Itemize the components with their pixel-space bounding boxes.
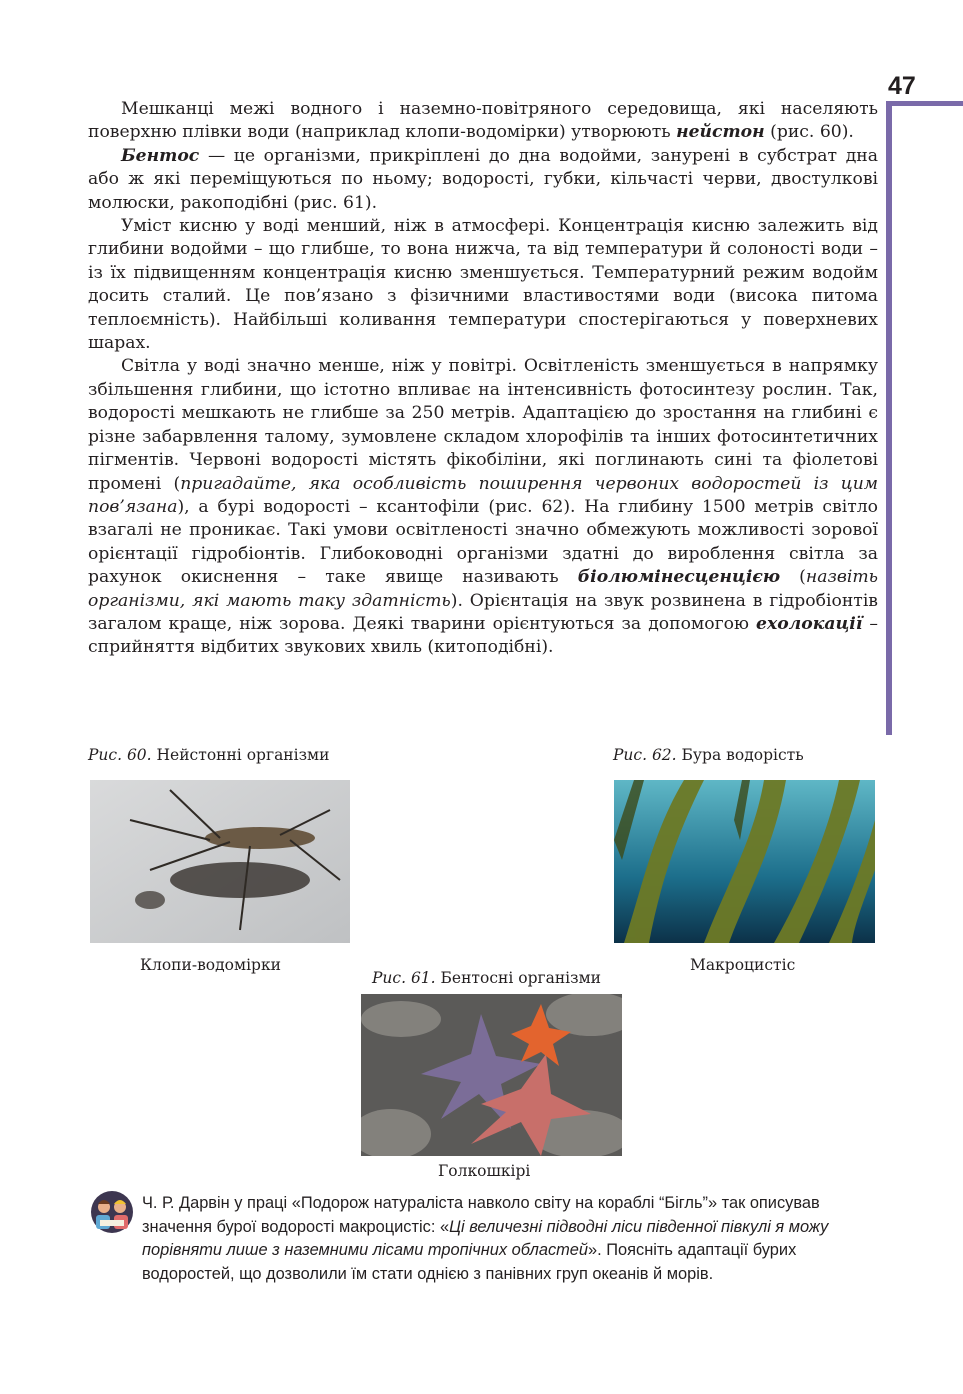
figure-61-caption [372, 969, 601, 987]
two-students-icon [88, 1190, 136, 1234]
question-organisms: назвіть організми, які мають таку здатність [88, 567, 878, 611]
figure-title: Бентосні організми [435, 969, 601, 987]
term-neuston: нейстон [676, 122, 765, 143]
text-span: Світла у воді значно менше, ніж у повітрі. Освітленість зменшується в напрямку збільшення глибини, що істотно впливає на інтенсивність фотосинтезу рослин. Так, водорості мешкають не глибше за 250 метрів. Адаптацією до зростання на глибині є різне забарвлення талому, зумовлене складом хлорофілів та інших фотосинтетичних пігментів. Червоні водорості містять фікобіліни, які поглинають сині та фіолетові промені ( [88, 356, 878, 494]
text-span: ). Орієнтація на звук розвинена в гідробіонтів загалом краще, ніж зорова. Деякі тварини орієнтуються за допомогою [88, 590, 878, 634]
figure-title: Бура водорість [676, 746, 804, 764]
text-span: Мешканці межі водного і наземно-повітряного середовища, які населяють поверхню плівки води (наприклад клопи-водомірки) утворюють [88, 99, 878, 143]
paragraph-oxygen: Уміст кисню у воді менший, ніж в атмосфері. Концентрація кисню залежить від глибини водойми – що глибше, то вона нижча, та від температури й солоності води – із їх підвищенням концентрація кисню зменшується. Температурний режим водойм досить сталий. Це пов’язано з фізичними властивостями води (висока питома теплоємність). Найбільші коливання температури спостерігаються у поверхневих шарах. [88, 216, 878, 354]
figure-title: Нейстонні організми [151, 746, 330, 764]
figure-number: Рис. 61. [372, 969, 436, 987]
text-span: Ч. Р. Дарвін у праці «Подорож натураліста навколо світу на кораблі “Бігль”» так описував значення бурої водорості макроцистіс: « [142, 1194, 820, 1236]
page-number: 47 [888, 72, 916, 100]
term-echolocation: ехолокації [756, 613, 863, 634]
text-span: ». Поясніть адаптації бурих водоростей, що дозволили їм стати однією з панівних груп океанів й морів. [142, 1241, 797, 1283]
paragraph-neuston [88, 98, 878, 145]
question-red-algae: пригадайте, яка особливість поширення червоних водоростей із цим пов’язана [88, 473, 879, 517]
figure-number: Рис. 62. [613, 746, 677, 764]
kelp-photo [614, 780, 875, 943]
water-strider-photo [90, 780, 350, 943]
text-span: — це організми, прикріплені до дна водойми, занурені в субстрат дна або ж які переміщуються по ньому; водорості, губки, кільчасті черви, двостулкові молюски, ракоподібні (рис. 61). [88, 145, 878, 213]
text-span: – сприйняття відбитих звукових хвиль (китоподібні). [88, 613, 878, 658]
text-span: (рис. 60). [764, 122, 854, 143]
figure-number: Рис. 60. [88, 746, 152, 764]
term-benthos: Бентос [121, 145, 200, 166]
figure-60-label: Клопи-водомірки [140, 956, 281, 974]
figure-61-label: Голкошкірі [438, 1162, 531, 1180]
paragraph-benthos [88, 145, 878, 215]
paragraph-light [88, 355, 878, 659]
figure-62-label: Макроцистіс [690, 956, 796, 974]
text-span: ), а бурі водорості – ксантофіли (рис. 62). На глибину 1500 метрів світло взагалі не проникає. Такі умови освітленості значно обмежують можливості зорової орієнтації гідробіонтів. Глибоководні організми здатні до вироблення світла за рахунок окиснення – таке явище називають [88, 496, 878, 588]
term-bioluminescence: біолюмінесценцією [577, 567, 781, 588]
side-accent-bar-vertical [886, 101, 892, 735]
side-accent-bar [886, 101, 963, 106]
darwin-quote: Ці величезні підводні ліси південної півкулі я можу порівняти лише з наземними лісами тропічних областей [142, 1217, 829, 1259]
darwin-note [142, 1192, 882, 1286]
starfish-photo [361, 994, 622, 1156]
main-text [88, 98, 878, 660]
text-span: ( [780, 567, 806, 588]
figure-62-caption [613, 746, 804, 764]
figure-60-caption [88, 746, 329, 764]
